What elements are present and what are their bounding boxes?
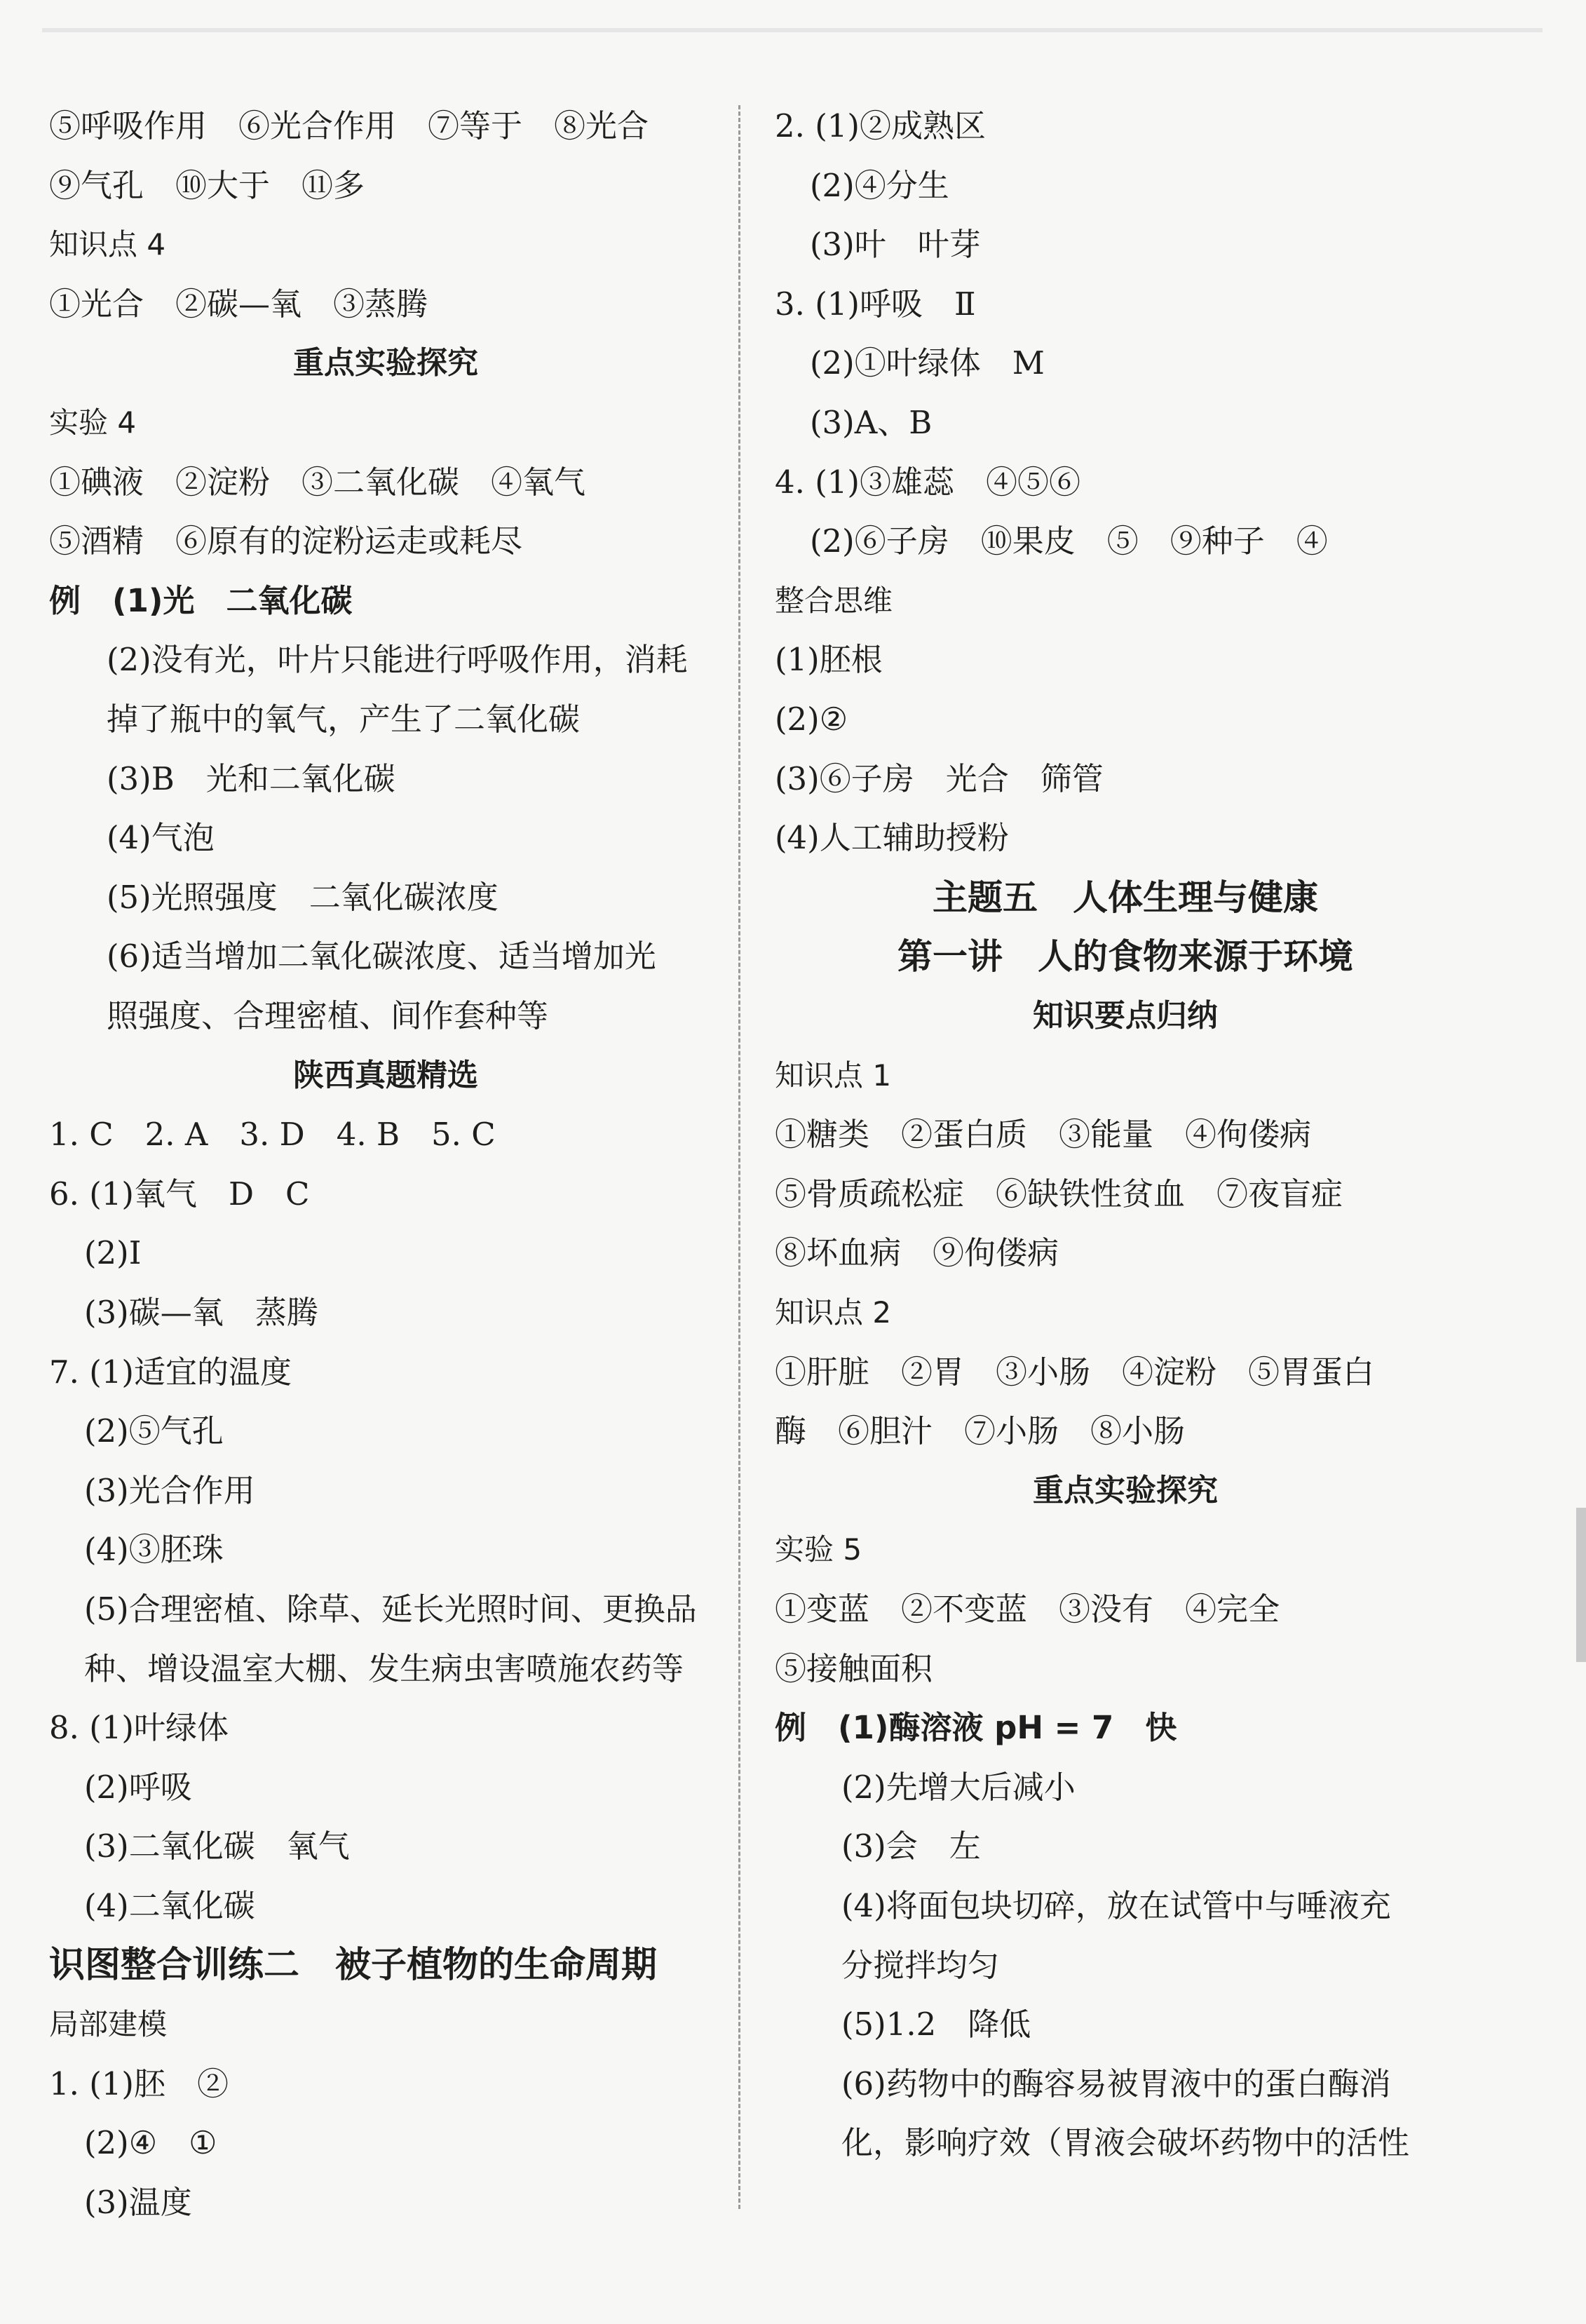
right-line: (2)①叶绿体 M	[810, 344, 1045, 382]
right-line: ①变蓝 ②不变蓝 ③没有 ④完全	[775, 1590, 1280, 1628]
top-edge	[42, 28, 1543, 32]
left-line: ①碘液 ②淀粉 ③二氧化碳 ④氧气	[49, 463, 586, 501]
right-line: (2)④分生	[810, 166, 949, 204]
right-line: (4)人工辅助授粉	[775, 819, 1009, 857]
right-line: 3. (1)呼吸 Ⅱ	[775, 285, 976, 323]
right-line: (1)胚根	[775, 641, 883, 679]
right-line: (5)1.2 降低	[841, 2006, 1031, 2043]
right-line: (3)A、B	[810, 404, 933, 441]
column-divider	[738, 105, 740, 2209]
left-line: (6)适当增加二氧化碳浓度、适当增加光	[107, 938, 656, 975]
right-line: ⑧坏血病 ⑨佝偻病	[775, 1234, 1059, 1272]
right-line: (3)⑥子房 光合 筛管	[775, 759, 1104, 797]
left-line: (4)③胚珠	[84, 1531, 224, 1569]
left-line: 6. (1)氧气 D C	[49, 1175, 310, 1212]
page-edge-shadow	[1576, 1508, 1586, 1662]
right-line: (3)会 左	[841, 1828, 981, 1865]
left-line: 7. (1)适宜的温度	[49, 1353, 292, 1391]
left-line: 8. (1)叶绿体	[49, 1709, 229, 1747]
left-line: ⑤酒精 ⑥原有的淀粉运走或耗尽	[49, 522, 523, 560]
right-line: 知识要点归纳	[1033, 998, 1218, 1034]
left-line: (2)Ⅰ	[84, 1234, 142, 1272]
left-line: 知识点 4	[49, 227, 166, 262]
right-line: 实验 5	[775, 1532, 862, 1567]
left-line: (3)碳—氧 蒸腾	[84, 1294, 318, 1331]
left-line: ⑨气孔 ⑩大于 ⑪多	[49, 166, 365, 204]
right-line: 4. (1)③雄蕊 ④⑤⑥	[775, 463, 1080, 501]
right-line: 知识点 2	[775, 1295, 892, 1330]
left-line: 掉了瓶中的氧气，产生了二氧化碳	[107, 701, 581, 738]
left-line: (3)二氧化碳 氧气	[84, 1828, 350, 1865]
right-line: 化，影响疗效（胃液会破坏药物中的活性	[841, 2124, 1410, 2162]
left-line: (4)气泡	[107, 819, 215, 857]
right-line: ⑤骨质疏松症 ⑥缺铁性贫血 ⑦夜盲症	[775, 1175, 1343, 1212]
left-line: (3)B 光和二氧化碳	[107, 759, 395, 797]
left-line: (2)呼吸	[84, 1768, 192, 1806]
right-line: 主题五 人体生理与健康	[933, 877, 1318, 918]
left-line: (3)光合作用	[84, 1471, 255, 1509]
right-line: ⑤接触面积	[775, 1649, 933, 1687]
left-line: (3)温度	[84, 2184, 192, 2221]
right-line: 酶 ⑥胆汁 ⑦小肠 ⑧小肠	[775, 1412, 1186, 1450]
right-line: (3)叶 叶芽	[810, 226, 981, 264]
right-line: 例 (1)酶溶液 pH = 7 快	[775, 1709, 1177, 1747]
left-line: 局部建模	[49, 2007, 168, 2042]
left-line: 1. (1)胚 ②	[49, 2065, 229, 2102]
right-line: 第一讲 人的食物来源于环境	[897, 936, 1353, 978]
right-line: (2)先增大后减小	[841, 1768, 1076, 1806]
right-line: 分搅拌均匀	[841, 1946, 1000, 1984]
right-line: (2)⑥子房 ⑩果皮 ⑤ ⑨种子 ④	[810, 522, 1328, 560]
left-line: ①光合 ②碳—氧 ③蒸腾	[49, 285, 428, 323]
right-line: ①肝脏 ②胃 ③小肠 ④淀粉 ⑤胃蛋白	[775, 1353, 1375, 1391]
right-line: (4)将面包块切碎，放在试管中与唾液充	[841, 1887, 1391, 1924]
right-line: ①糖类 ②蛋白质 ③能量 ④佝偻病	[775, 1116, 1312, 1154]
left-line: (5)光照强度 二氧化碳浓度	[107, 878, 499, 916]
left-line: (2)⑤气孔	[84, 1412, 224, 1450]
left-line: 识图整合训练二 被子植物的生命周期	[49, 1944, 658, 1986]
left-line: 照强度、合理密植、间作套种等	[107, 997, 549, 1034]
left-line: 种、增设温室大棚、发生病虫害喷施农药等	[84, 1649, 684, 1687]
left-line: 重点实验探究	[293, 345, 478, 381]
left-line: ⑤呼吸作用 ⑥光合作用 ⑦等于 ⑧光合	[49, 107, 649, 144]
right-line: (6)药物中的酶容易被胃液中的蛋白酶消	[841, 2065, 1391, 2102]
left-line: (2)④ ①	[84, 2124, 217, 2162]
right-line: (2)②	[775, 701, 848, 738]
right-line: 重点实验探究	[1033, 1472, 1218, 1508]
left-line: 实验 4	[49, 405, 137, 440]
left-line: 例 (1)光 二氧化碳	[49, 581, 353, 619]
left-line: (2)没有光，叶片只能进行呼吸作用，消耗	[107, 641, 688, 679]
right-line: 2. (1)②成熟区	[775, 107, 986, 144]
right-line: 整合思维	[775, 583, 893, 618]
left-line: 陕西真题精选	[293, 1057, 478, 1093]
left-line: (4)二氧化碳	[84, 1887, 255, 1924]
right-line: 知识点 1	[775, 1058, 892, 1093]
left-line: (5)合理密植、除草、延长光照时间、更换品	[84, 1590, 697, 1628]
left-line: 1. C 2. A 3. D 4. B 5. C	[49, 1116, 496, 1154]
